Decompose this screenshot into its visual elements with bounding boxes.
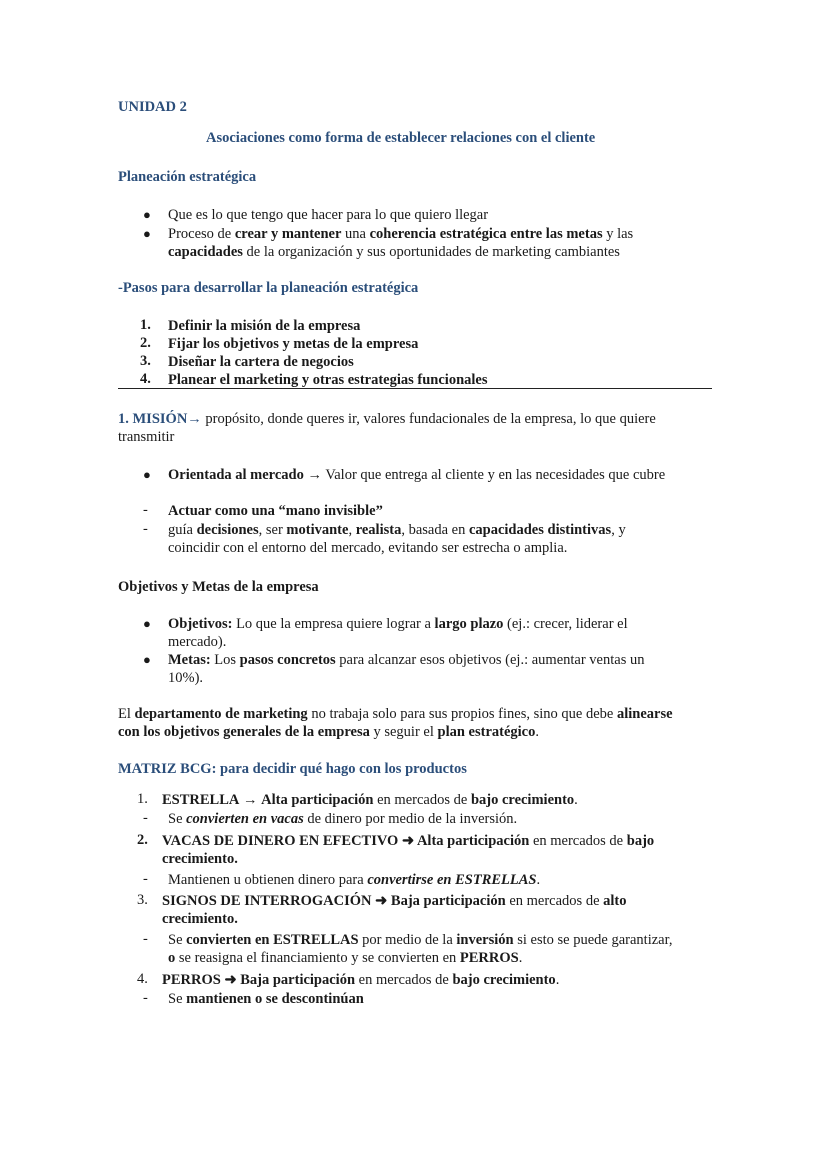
list-number: 4. bbox=[140, 371, 151, 387]
section-title-planeacion: Planeación estratégica bbox=[118, 169, 257, 185]
list-item: Se mantienen o se descontinúan bbox=[168, 991, 364, 1007]
bullet-icon: ● bbox=[143, 467, 151, 482]
mision-paragraph: 1. MISIÓN→ propósito, donde queres ir, valores fundacionales de la empresa, lo que quiere transmitir bbox=[118, 411, 656, 445]
marketing-paragraph: El departamento de marketing no trabaja solo para sus propios fines, sino que debe alinearse con los objetivos generales de la empresa y seguir el plan estratégico. bbox=[118, 706, 673, 740]
dash-marker: - bbox=[143, 990, 148, 1006]
list-item: SIGNOS DE INTERROGACIÓN ➜ Baja participación en mercados de alto crecimiento. bbox=[162, 893, 627, 927]
bullet-icon: ● bbox=[143, 616, 151, 631]
dash-marker: - bbox=[143, 502, 148, 518]
list-number: 3. bbox=[137, 892, 148, 908]
list-item: Se convierten en vacas de dinero por medio de la inversión. bbox=[168, 811, 518, 827]
list-item: Planear el marketing y otras estrategias funcionales bbox=[168, 372, 488, 388]
list-number: 1. bbox=[137, 791, 148, 807]
list-item: Metas: Los pasos concretos para alcanzar esos objetivos (ej.: aumentar ventas un 10%). bbox=[168, 652, 645, 686]
section-title-bcg: MATRIZ BCG: para decidir qué hago con los productos bbox=[118, 761, 467, 777]
list-item: VACAS DE DINERO EN EFECTIVO ➜ Alta participación en mercados de bajo crecimiento. bbox=[162, 833, 655, 867]
list-number: 1. bbox=[140, 317, 151, 333]
section-title-pasos: -Pasos para desarrollar la planeación estratégica bbox=[118, 280, 419, 296]
list-item: Orientada al mercado → Valor que entrega al cliente y en las necesidades que cubre bbox=[168, 467, 666, 483]
list-item: PERROS ➜ Baja participación en mercados de bajo crecimiento. bbox=[162, 972, 560, 988]
list-item: Que es lo que tengo que hacer para lo que quiero llegar bbox=[168, 207, 489, 223]
bullet-icon: ● bbox=[143, 207, 151, 222]
list-item: guía decisiones, ser motivante, realista, basada en capacidades distintivas, y coincidir con el entorno del mercado, evitando ser estrecha o amplia. bbox=[168, 522, 626, 556]
document-subtitle: Asociaciones como forma de establecer relaciones con el cliente bbox=[206, 130, 596, 146]
list-item: Objetivos: Lo que la empresa quiere lograr a largo plazo (ej.: crecer, liderar el mercado). bbox=[168, 616, 628, 650]
bullet-icon: ● bbox=[143, 226, 151, 241]
list-number: 2. bbox=[140, 335, 151, 351]
dash-marker: - bbox=[143, 871, 148, 887]
list-item: Se convierten en ESTRELLAS por medio de la inversión si esto se puede garantizar, o se reasigna el financiamiento y se convierten en PERROS. bbox=[168, 932, 673, 966]
list-item: ESTRELLA → Alta participación en mercados de bajo crecimiento. bbox=[162, 792, 578, 808]
list-item: Actuar como una “mano invisible” bbox=[168, 503, 383, 519]
list-number: 3. bbox=[140, 353, 151, 369]
dash-marker: - bbox=[143, 521, 148, 537]
section-title-objetivos: Objetivos y Metas de la empresa bbox=[118, 579, 319, 595]
unit-heading: UNIDAD 2 bbox=[118, 99, 187, 115]
list-number: 2. bbox=[137, 832, 148, 848]
dash-marker: - bbox=[143, 810, 148, 826]
list-item: Mantienen u obtienen dinero para convertirse en ESTRELLAS. bbox=[168, 872, 541, 888]
bullet-icon: ● bbox=[143, 652, 151, 667]
list-item: Proceso de crear y mantener una coherencia estratégica entre las metas y las capacidades de la organización y sus oportunidades de marketing cambiantes bbox=[168, 226, 634, 260]
dash-marker: - bbox=[143, 931, 148, 947]
horizontal-rule bbox=[118, 388, 712, 389]
list-number: 4. bbox=[137, 971, 148, 987]
list-item: Fijar los objetivos y metas de la empresa bbox=[168, 336, 419, 352]
list-item: Definir la misión de la empresa bbox=[168, 318, 361, 334]
list-item: Diseñar la cartera de negocios bbox=[168, 354, 354, 370]
